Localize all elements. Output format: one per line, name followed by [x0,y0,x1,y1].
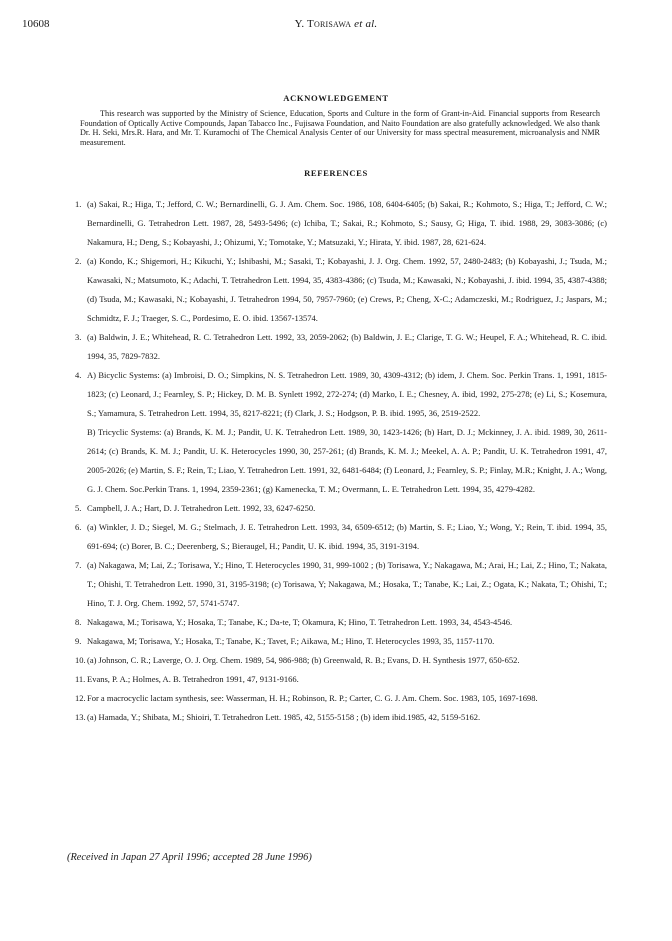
received-dates: (Received in Japan 27 April 1996; accepted 28 June 1996) [67,852,312,863]
reference-text: Nakagawa, M.; Torisawa, Y.; Hosaka, T.; Tanabe, K.; Da-te, T; Okamura, K; Hino, T. Tetrahedron Lett. 1993, 34, 4543-4546. [87,617,513,627]
reference-number: 13. [75,712,86,722]
acknowledgement-text [80,109,600,147]
reference-text: (a) Kondo, K.; Shigemori, H.; Kikuchi, Y.; Ishibashi, M.; Sasaki, T.; Kobayashi, J. J. Org. Chem. 1992, 57, 2480-2483; (b) Kobayashi, J.; Tsuda, M.; Kawasaki, N.; Matsumoto, K.; Adachi, T. Tetrahedron Lett. 1994, 35, 4383-4386; (c) Tsuda, M.; Kawasaki, N.; Kobayashi, J. ibid. 1994, 35, 4387-4388; (d) Tsuda, M.; Kawasaki, N.; Kobayashi, J. Tetrahedron 1994, 50, 7957-7960; (e) Crews, P.; Cheng, X-C.; Adamczeski, M.; Rodriguez, J.; Jaspars, M.; Schmidtz, F. J.; Traeger, S. C., Pordesimo, E. O. ibid. 13567-13574. [87,256,607,323]
running-head [0,18,672,30]
reference-item [75,651,607,670]
acknowledgement-paragraph: This research was supported by the Ministry of Science, Education, Sports and Culture in the form of Grant-in-Aid. Financial supports from Research Foundation of Optically Active Compounds, Japan Tabacco Inc., Fujisawa Foundation, and Naito Foundation are also gratefully acknowledged. We also thank Dr. H. Seki, Mrs.R. Hara, and Mr. T. Kuramochi of The Chemical Analysis Center of our University for mass spectral measurement, microanalysis and NMR measurement. [80,109,600,147]
reference-text: (a) Hamada, Y.; Shibata, M.; Shioiri, T. Tetrahedron Lett. 1985, 42, 5155-5158 ; (b) idem ibid.1985, 42, 5159-5162. [87,712,481,722]
reference-number: 5. [75,503,82,513]
reference-item [75,556,607,613]
reference-number: 7. [75,560,82,570]
reference-item [75,328,607,366]
page-number: 10608 [22,18,50,30]
reference-number: 10. [75,655,86,665]
reference-text: (a) Sakai, R.; Higa, T.; Jefford, C. W.; Bernardinelli, G. J. Am. Chem. Soc. 1986, 108, 6404-6405; (b) Sakai, R.; Kohmoto, S.; Higa, T.; Jefford, C. W.; Bernardinelli, G. Tetrahedron Lett. 1987, 28, 5493-5496; (c) Ichiba, T.; Sakai, R.; Kohmoto, S.; Sausy, G; Higa, T. ibid. 1988, 29, 3083-3086; (c) Nakamura, H.; Deng, S.; Kobayashi, J.; Ohizumi, Y.; Tomotake, Y.; Matsuzaki, Y.; Hirata, Y. ibid. 1987, 28, 621-624. [87,199,607,247]
running-head-surname: orisawa [313,18,352,30]
reference-text: Evans, P. A.; Holmes, A. B. Tetrahedron 1991, 47, 9131-9166. [87,674,299,684]
references-title: REFERENCES [304,168,368,178]
reference-number: 6. [75,522,82,532]
reference-number: 9. [75,636,82,646]
reference-number: 12. [75,693,86,703]
reference-number: 8. [75,617,82,627]
references-list [75,195,607,727]
acknowledgement-title: ACKNOWLEDGEMENT [283,93,389,103]
running-header [0,18,672,34]
reference-number: 3. [75,332,82,342]
reference-number: 11. [75,674,86,684]
reference-number: 4. [75,370,82,380]
reference-item [75,195,607,252]
reference-item [75,613,607,632]
reference-text: For a macrocyclic lactam synthesis, see: Wasserman, H. H.; Robinson, R. P.; Carter, C. G. J. Am. Chem. Soc. 1983, 105, 1697-1698. [87,693,538,703]
reference-number: 1. [75,199,82,209]
reference-text: A) Bicyclic Systems: (a) Imbroisi, D. O.; Simpkins, N. S. Tetrahedron Lett. 1989, 30, 4309-4312; (b) idem, J. Chem. Soc. Perkin Trans. 1, 1991, 1815-1823; (c) Leonard, J.; Fearnley, S. P.; Hickey, D. M. B. Synlett 1992, 272-274; (d) Marko, I. E.; Chesney, A. ibid, 1992, 275-278; (e) Li, S.; Kosemura, S.; Yamamura, S. Tetrahedron Lett. 1994, 35, 8217-8221; (f) Clark, J. S.; Hodgson, P. B. ibid. 1995, 36, 2519-2522. [87,370,607,418]
reference-text: (a) Winkler, J. D.; Siegel, M. G.; Stelmach, J. E. Tetrahedron Lett. 1993, 34, 6509-6512; (b) Martin, S. F.; Liao, Y.; Wong, Y.; Rein, T. ibid. 1994, 35, 691-694; (c) Borer, B. C.; Deerenberg, S.; Bieraugel, H.; Pandit, U. K. ibid. 1994, 35, 3191-3194. [87,522,607,551]
reference-item [75,632,607,651]
reference-item [75,708,607,727]
reference-item [75,499,607,518]
reference-text: (a) Johnson, C. R.; Laverge, O. J. Org. Chem. 1989, 54, 986-988; (b) Greenwald, R. B.; Evans, D. H. Synthesis 1977, 650-652. [87,655,520,665]
running-head-initial: Y. T [294,18,314,30]
reference-item [75,518,607,556]
reference-item [75,366,607,499]
reference-item [75,252,607,328]
reference-text: (a) Baldwin, J. E.; Whitehead, R. C. Tetrahedron Lett. 1992, 33, 2059-2062; (b) Baldwin, J. E.; Clarige, T. G. W.; Heupel, F. A.; Whitehead, R. C. ibid. 1994, 35, 7829-7832. [87,332,607,361]
reference-text: Campbell, J. A.; Hart, D. J. Tetrahedron Lett. 1992, 33, 6247-6250. [87,503,316,513]
reference-number: 2. [75,256,82,266]
reference-text: (a) Nakagawa, M; Lai, Z.; Torisawa, Y.; Hino, T. Heterocycles 1990, 31, 999-1002 ; (b) Torisawa, Y.; Nakagawa, M.; Arai, H.; Lai, Z.; Hino, T.; Nakata, T.; Ohishi, T. Tetrahedron Lett. 1990, 31, 3195-3198; (c) Torisawa, Y; Nakagawa, M.; Hosaka, T.; Tanabe, K.; Lai, Z.; Ogata, K.; Nakata, T.; Ohishi, T.; Hino, T. J. Org. Chem. 1992, 57, 5741-5747. [87,560,607,608]
reference-item [75,670,607,689]
reference-text: Nakagawa, M; Torisawa, Y.; Hosaka, T.; Tanabe, K.; Tavet, F.; Aikawa, M.; Hino, T. Heterocycles 1993, 35, 1157-1170. [87,636,495,646]
reference-text-part-b: B) Tricyclic Systems: (a) Brands, K. M. J.; Pandit, U. K. Tetrahedron Lett. 1989, 30, 1423-1426; (b) Hart, D. J.; Mckinney, J. A. ibid. 1989, 30, 2611-2614; (c) Brands, K. M. J.; Pandit, U. K. Heterocycles 1990, 30, 257-261; (d) Brands, K. M. J.; Meekel, A. A. P.; Pandit, U. K. Tetrahedron 1991, 47, 2005-2026; (e) Martin, S. F.; Rein, T.; Liao, Y. Tetrahedron Lett. 1991, 32, 6481-6484; (f) Leonard, J.; Fearnley, S. P.; Finlay, M.R.; Knight, J. A.; Wong, G. J. Chem. Soc.Perkin Trans. 1, 1994, 2359-2361; (g) Kamenecka, T. M.; Overmann, L. E. Tetrahedron Lett. 1994, 35, 4279-4282. [87,427,607,494]
running-head-etal: et al. [354,18,378,30]
reference-item [75,689,607,708]
